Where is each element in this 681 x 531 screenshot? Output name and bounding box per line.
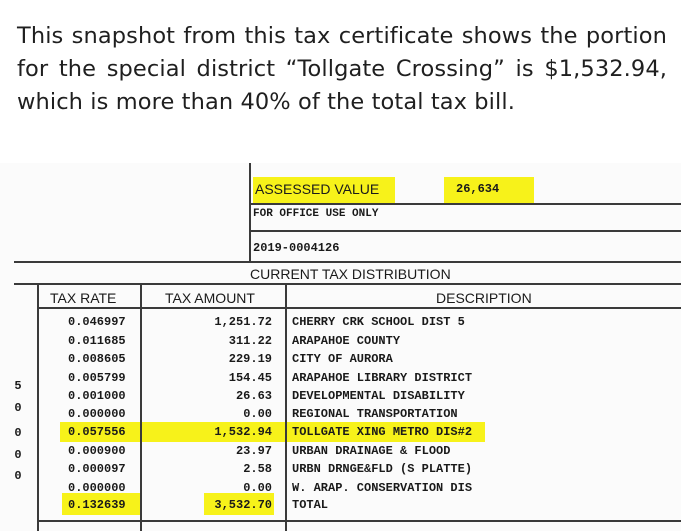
certificate-number: 2019-0004126 bbox=[253, 241, 340, 255]
assessed-value-label: ASSESSED VALUE bbox=[255, 181, 380, 197]
margin-char: 0 bbox=[14, 469, 22, 483]
description-cell: W. ARAP. CONSERVATION DIS bbox=[292, 481, 473, 495]
column-header-tax-amount: TAX AMOUNT bbox=[165, 290, 255, 306]
tax-amount-cell: 2.58 bbox=[243, 462, 272, 476]
distribution-title: CURRENT TAX DISTRIBUTION bbox=[250, 266, 451, 282]
tax-amount-cell: 26.63 bbox=[235, 389, 272, 403]
margin-char: 0 bbox=[14, 401, 22, 415]
tax-rate-cell: 0.000000 bbox=[68, 407, 126, 421]
tax-amount-cell: 0.00 bbox=[243, 407, 272, 421]
margin-char: 0 bbox=[14, 426, 22, 440]
description-cell: URBN DRNGE&FLD (S PLATTE) bbox=[292, 462, 473, 476]
margin-char: 5 bbox=[14, 379, 22, 393]
tax-rate-cell: 0.000000 bbox=[68, 481, 126, 495]
table-left-rule bbox=[37, 283, 39, 531]
description-cell: ARAPAHOE COUNTY bbox=[292, 334, 401, 348]
total-label-cell: TOTAL bbox=[292, 498, 329, 512]
margin-char: 0 bbox=[14, 448, 22, 462]
tax-rate-cell: 0.001000 bbox=[68, 389, 126, 403]
table-bottom-rule bbox=[37, 520, 681, 522]
total-amount-cell: 3,532.70 bbox=[214, 498, 272, 512]
header-left-rule bbox=[249, 163, 251, 261]
header-rule-2 bbox=[249, 230, 681, 232]
tax-rate-cell: 0.046997 bbox=[68, 315, 126, 329]
description-cell: DEVELOPMENTAL DISABILITY bbox=[292, 389, 465, 403]
tax-amount-cell: 1,532.94 bbox=[214, 425, 272, 439]
amount-desc-divider bbox=[285, 283, 287, 531]
description-cell: URBAN DRAINAGE & FLOOD bbox=[292, 444, 451, 458]
tax-amount-cell: 0.00 bbox=[243, 481, 272, 495]
tax-rate-cell: 0.005799 bbox=[68, 371, 126, 385]
tax-amount-cell: 154.45 bbox=[228, 371, 272, 385]
tax-amount-cell: 229.19 bbox=[228, 352, 272, 366]
description-cell: REGIONAL TRANSPORTATION bbox=[292, 407, 458, 421]
tax-rate-cell: 0.008605 bbox=[68, 352, 126, 366]
tax-rate-cell: 0.011685 bbox=[68, 334, 126, 348]
column-header-description: DESCRIPTION bbox=[436, 290, 532, 306]
column-header-tax-rate: TAX RATE bbox=[50, 290, 117, 306]
description-cell: CHERRY CRK SCHOOL DIST 5 bbox=[292, 315, 465, 329]
office-use-label: FOR OFFICE USE ONLY bbox=[253, 208, 379, 220]
header-rule-1 bbox=[249, 203, 681, 205]
total-rate-cell: 0.132639 bbox=[68, 498, 126, 512]
description-cell: TOLLGATE XING METRO DIS#2 bbox=[292, 425, 473, 439]
tax-rate-cell: 0.000097 bbox=[68, 462, 126, 476]
tax-rate-cell: 0.000900 bbox=[68, 444, 126, 458]
distribution-top-rule bbox=[14, 261, 681, 263]
column-header-rule bbox=[37, 307, 681, 309]
tax-certificate-snapshot bbox=[0, 163, 681, 531]
assessed-value: 26,634 bbox=[456, 182, 500, 196]
description-cell: CITY OF AURORA bbox=[292, 352, 393, 366]
tax-amount-cell: 1,251.72 bbox=[214, 315, 272, 329]
tax-amount-cell: 311.22 bbox=[228, 334, 272, 348]
caption-text: This snapshot from this tax certificate shows the portion for the special district “Tollgate Crossing” is $1,532.94, which is more than 40% of the total tax bill. bbox=[17, 23, 667, 115]
tax-rate-cell: 0.057556 bbox=[68, 425, 126, 439]
tax-amount-cell: 23.97 bbox=[235, 444, 272, 458]
distribution-bottom-rule bbox=[14, 283, 681, 285]
description-cell: ARAPAHOE LIBRARY DISTRICT bbox=[292, 371, 473, 385]
